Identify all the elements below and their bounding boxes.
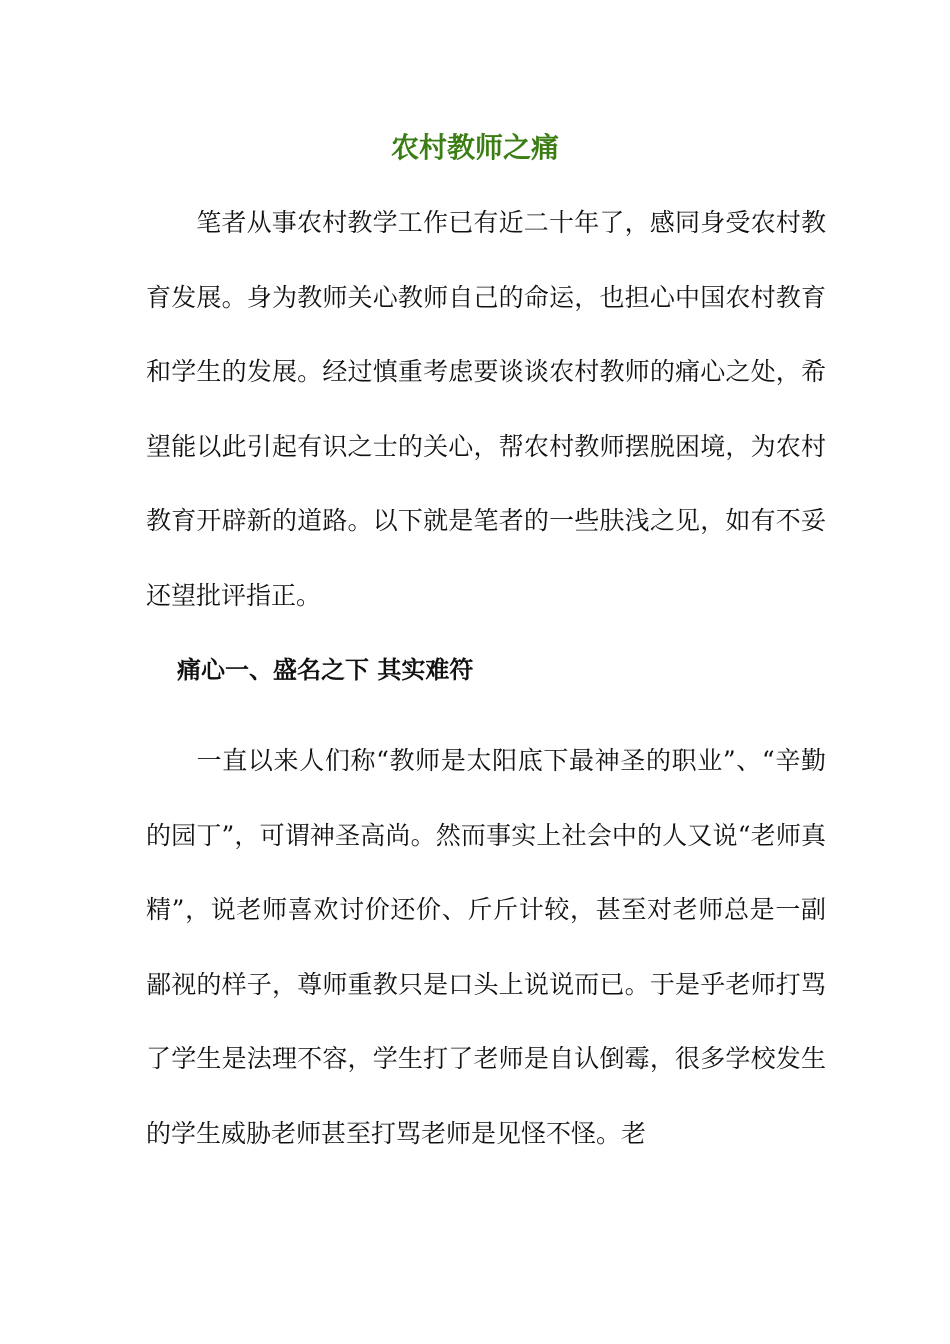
body-paragraph (146, 724, 826, 1171)
intro-paragraph-text: 笔者从事农村教学工作已有近二十年了，感同身受农村教育发展。身为教师关心教师自己的命运，也担心中国农村教育和学生的发展。经过慎重考虑要谈谈农村教师的痛心之处，希望能以此引起有识之士的关心，帮农村教师摆脱困境，为农村教育开辟新的道路。以下就是笔者的一些肤浅之见，如有不妥还望批评指正。 (146, 208, 826, 610)
intro-paragraph (146, 186, 826, 633)
section-heading: 痛心一、盛名之下 其实难符 (177, 656, 474, 684)
body-paragraph-text: 一直以来人们称“教师是太阳底下最神圣的职业”、“辛勤的园丁”，可谓神圣高尚。然而事实上社会中的人又说“老师真精”，说老师喜欢讨价还价、斤斤计较，甚至对老师总是一副鄙视的样子，尊师重教只是口头上说说而已。于是乎老师打骂了学生是法理不容，学生打了老师是自认倒霉，很多学校发生的学生威胁老师甚至打骂老师是见怪不怪。老 (146, 746, 826, 1148)
document-title: 农村教师之痛 (390, 131, 559, 164)
